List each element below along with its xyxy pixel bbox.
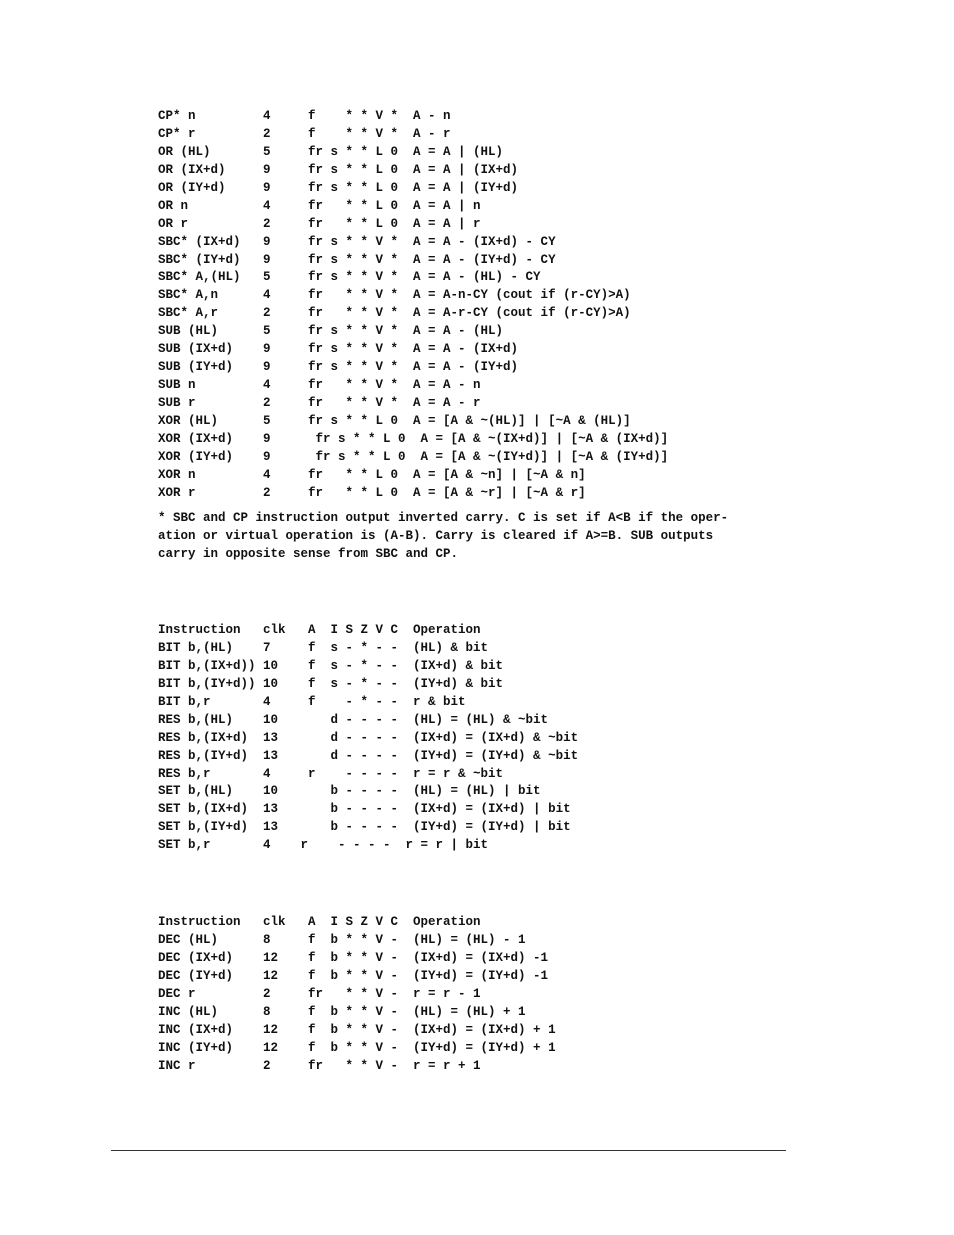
table-header: Instruction clk A I S Z V C Operation [158,623,481,637]
table-row: SBC* A,r 2 fr * * V * A = A-r-CY (cout if (r-CY)>A) [158,306,631,321]
footer-rule [111,1150,786,1151]
table-row: SUB n 4 fr * * V * A = A - n [158,378,481,393]
table-row: SET b,(IX+d) 13 b - - - - (IX+d) = (IX+d) | bit [158,802,571,817]
table-row: SUB (IX+d) 9 fr s * * V * A = A - (IX+d) [158,342,519,357]
table-row: INC (HL) 8 f b * * V - (HL) = (HL) + 1 [158,1004,526,1019]
table-row: SBC* A,n 4 fr * * V * A = A-n-CY (cout if (r-CY)>A) [158,288,631,303]
table-row: XOR (HL) 5 fr s * * L 0 A = [A & ~(HL)] | [~A & (HL)] [158,413,631,428]
table-row: BIT b,r 4 f - * - - r & bit [158,694,466,709]
table-row: INC r 2 fr * * V - r = r + 1 [158,1058,481,1073]
table-row: RES b,(IX+d) 13 d - - - - (IX+d) = (IX+d) & ~bit [158,730,579,745]
table-row: XOR (IX+d) 9 fr s * * L 0 A = [A & ~(IX+d)] | [~A & (IX+d)] [158,431,669,446]
table-row: OR n 4 fr * * L 0 A = A | n [158,198,481,213]
alu-instruction-table [158,108,668,503]
table-row: SET b,r 4 r - - - - r = r | bit [158,838,489,853]
table-row: DEC (IX+d) 12 f b * * V - (IX+d) = (IX+d) -1 [158,950,549,965]
table-row: SBC* (IY+d) 9 fr s * * V * A = A - (IY+d) - CY [158,252,556,267]
carry-footnote [158,510,728,564]
table-row: OR (IX+d) 9 fr s * * L 0 A = A | (IX+d) [158,162,519,177]
table-row: SUB (IY+d) 9 fr s * * V * A = A - (IY+d) [158,360,519,375]
table-row: DEC (HL) 8 f b * * V - (HL) = (HL) - 1 [158,932,526,947]
inc-dec-instruction-table [158,914,556,1075]
table-row: XOR n 4 fr * * L 0 A = [A & ~n] | [~A & n] [158,467,586,482]
table-row: BIT b,(IX+d)) 10 f s - * - - (IX+d) & bit [158,658,504,673]
footnote-line: * SBC and CP instruction output inverted carry. C is set if A<B if the oper- [158,511,729,525]
table-row: OR (HL) 5 fr s * * L 0 A = A | (HL) [158,144,504,159]
table-row: CP* r 2 f * * V * A - r [158,126,451,141]
table-row: SBC* (IX+d) 9 fr s * * V * A = A - (IX+d) - CY [158,234,556,249]
table-row: SUB r 2 fr * * V * A = A - r [158,396,481,410]
table-row: SET b,(IY+d) 13 b - - - - (IY+d) = (IY+d) | bit [158,820,571,835]
table-row: RES b,(HL) 10 d - - - - (HL) = (HL) & ~bit [158,712,549,727]
bit-instruction-table [158,622,578,855]
table-row: RES b,(IY+d) 13 d - - - - (IY+d) = (IY+d) & ~bit [158,748,579,763]
table-row: DEC (IY+d) 12 f b * * V - (IY+d) = (IY+d) -1 [158,968,549,983]
table-row: SBC* A,(HL) 5 fr s * * V * A = A - (HL) - CY [158,270,541,285]
table-row: INC (IY+d) 12 f b * * V - (IY+d) = (IY+d) + 1 [158,1040,556,1055]
table-row: SUB (HL) 5 fr s * * V * A = A - (HL) [158,324,504,339]
table-row: DEC r 2 fr * * V - r = r - 1 [158,986,481,1001]
table-row: BIT b,(HL) 7 f s - * - - (HL) & bit [158,640,489,655]
table-row: CP* n 4 f * * V * A - n [158,109,451,123]
table-row: RES b,r 4 r - - - - r = r & ~bit [158,766,504,781]
table-row: XOR r 2 fr * * L 0 A = [A & ~r] | [~A & r] [158,485,586,500]
table-row: XOR (IY+d) 9 fr s * * L 0 A = [A & ~(IY+d)] | [~A & (IY+d)] [158,449,669,464]
footnote-line: ation or virtual operation is (A-B). Carry is cleared if A>=B. SUB outputs [158,528,714,543]
footnote-line: carry in opposite sense from SBC and CP. [158,546,459,561]
table-header: Instruction clk A I S Z V C Operation [158,915,481,929]
table-row: BIT b,(IY+d)) 10 f s - * - - (IY+d) & bit [158,676,504,691]
table-row: OR r 2 fr * * L 0 A = A | r [158,216,481,231]
table-row: SET b,(HL) 10 b - - - - (HL) = (HL) | bit [158,784,541,799]
table-row: INC (IX+d) 12 f b * * V - (IX+d) = (IX+d) + 1 [158,1022,556,1037]
table-row: OR (IY+d) 9 fr s * * L 0 A = A | (IY+d) [158,180,519,195]
